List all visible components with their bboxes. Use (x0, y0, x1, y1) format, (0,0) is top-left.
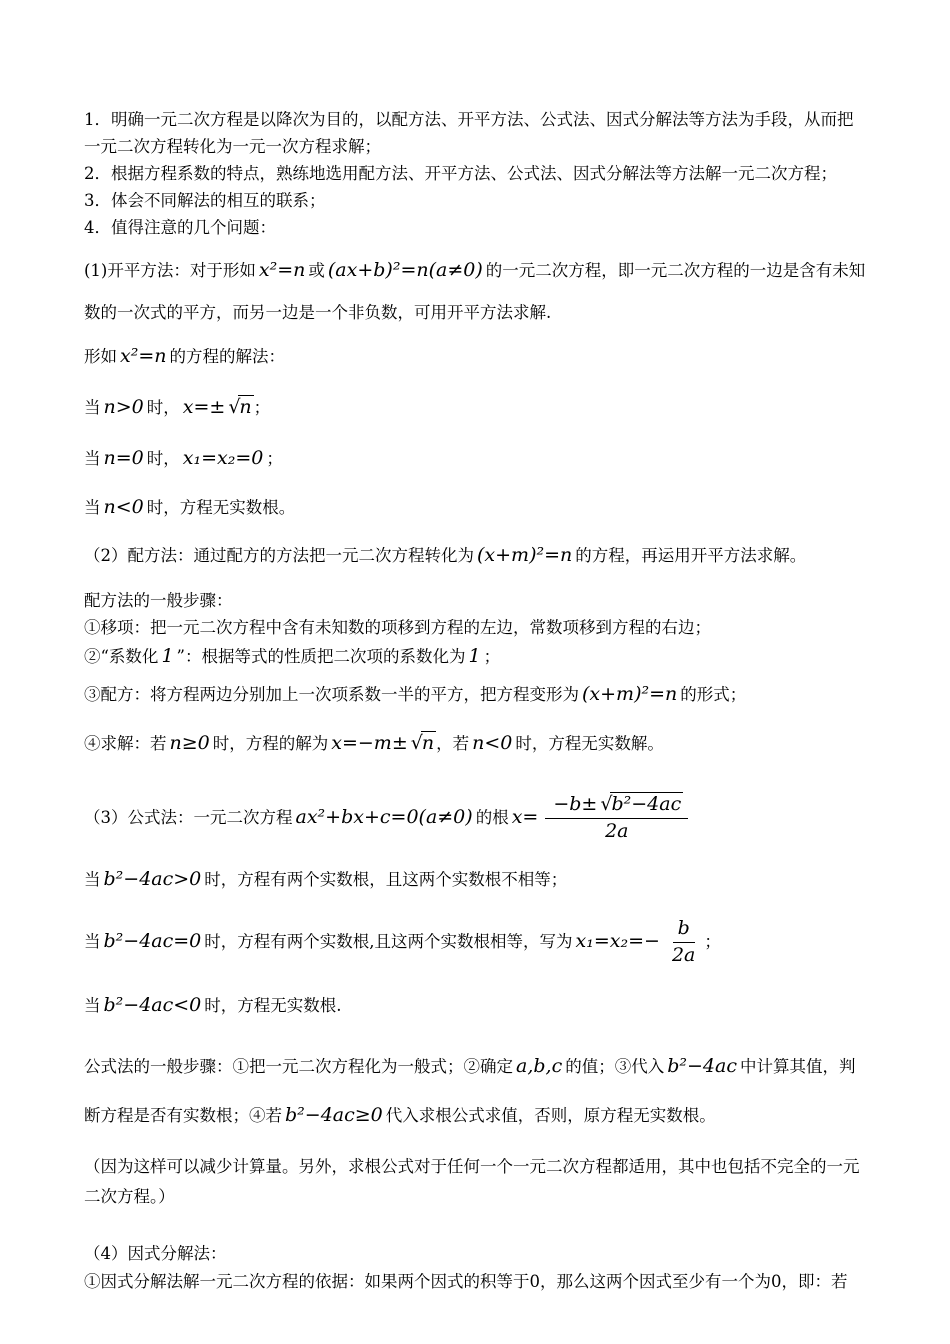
text-run: 时，方程有两个实数根，且这两个实数根不相等； (204, 870, 568, 889)
step-1-move-terms: ①移项：把一元二次方程中含有未知数的项移到方程的左边，常数项移到方程的右边； (84, 618, 711, 637)
case-n-negative (84, 489, 868, 526)
factoring-basis: ①因式分解法解一元二次方程的依据：如果两个因式的积等于0，那么这两个因式至少有一个为0，即：若 (84, 1272, 848, 1291)
radical-sign: √ (228, 396, 241, 418)
text-run: 时，方程无实数根. (204, 996, 342, 1015)
math-inline: (x+m)²=n (477, 544, 573, 566)
radical-sign: √ (600, 793, 613, 816)
text-run: ； (704, 932, 721, 951)
text-run: 的形式； (680, 685, 747, 704)
math-inline: x=± (182, 396, 226, 418)
radicand: n (421, 732, 435, 754)
sqrt-form-line (84, 338, 868, 375)
math-inline: 1 (161, 645, 174, 667)
math-inline: b²−4ac=0 (103, 930, 202, 952)
text-run: 的值；③代入 (565, 1057, 665, 1076)
math-inline: n>0 (103, 396, 144, 418)
text-run: ； (253, 398, 271, 417)
math-inline: n<0 (472, 732, 513, 754)
math-inline: x²=n (258, 259, 306, 281)
text-run: 当 (84, 932, 101, 951)
method-factoring-title: （4）因式分解法： (84, 1244, 227, 1263)
case-n-positive (84, 389, 868, 426)
text-run: 时，方程的解为 (212, 734, 329, 753)
quadratic-formula-fraction (545, 793, 688, 844)
text-run: ； (266, 449, 283, 468)
math-inline: (ax+b)²=n(a≠0) (327, 259, 483, 281)
text-run: 公式法的一般步骤：①把一元二次方程化为一般式；②确定 (84, 1057, 513, 1076)
fraction-numerator: b (673, 917, 695, 943)
method-sqrt-intro (84, 249, 868, 334)
text-run: ②“系数化 (84, 647, 159, 666)
text-run: 时，方程有两个实数根,且这两个实数根相等，写为 (204, 932, 573, 951)
completing-square-steps-title: 配方法的一般步骤： (84, 591, 233, 610)
text-run: 的方程的解法： (169, 347, 285, 366)
math-inline: b²−4ac<0 (103, 994, 202, 1016)
fraction-numerator (545, 793, 688, 819)
text-run: 当 (84, 996, 101, 1015)
case-discriminant-zero (84, 914, 868, 969)
math-inline: 1 (468, 645, 481, 667)
text-run: 的方程，再运用开平方法求解。 (575, 546, 807, 565)
sqrt-expression (228, 398, 253, 417)
text-run: 时，方程无实数根。 (146, 498, 296, 517)
math-inline: −b± (553, 793, 598, 816)
case-discriminant-negative (84, 983, 868, 1028)
text-run: 时， (146, 449, 180, 468)
text-run: 当 (84, 870, 101, 889)
math-inline: b²−4ac≥0 (285, 1104, 383, 1126)
case-discriminant-positive (84, 859, 868, 900)
equal-roots-fraction (667, 917, 700, 968)
math-inline: n=0 (103, 447, 144, 469)
sqrt-expression (411, 734, 436, 753)
text-run: 的根 (475, 808, 509, 827)
text-run: 当 (84, 398, 101, 417)
text-run: 形如 (84, 347, 117, 366)
text-run: 时，方程无实数解。 (515, 734, 664, 753)
text-run: ； (483, 647, 501, 666)
text-run: ，若 (436, 734, 470, 753)
fraction-denominator: 2a (671, 944, 696, 966)
text-run: 当 (84, 449, 101, 468)
math-inline: x=−m± (331, 732, 408, 754)
point-4: 4．值得注意的几个问题： (84, 218, 276, 237)
radicand: n (239, 396, 252, 418)
case-n-zero (84, 440, 868, 477)
point-3: 3．体会不同解法的相互的联系； (84, 191, 326, 210)
step-4-solve (84, 723, 868, 764)
math-inline: b²−4ac (667, 1055, 737, 1077)
fraction-denominator: 2a (605, 820, 629, 842)
text-run: 的一元二次方程，即一元二次方程的一边是含有未知数的一次式的平方，而另一边是一个非负数，可用开平方法求解. (84, 261, 866, 322)
point-1: 1．明确一元二次方程是以降次为目的，以配方法、开平方法、公式法、因式分解法等方法为手段，从而把一元二次方程转化为一元一次方程求解； (84, 110, 854, 156)
math-inline: x₁=x₂=− (575, 930, 660, 952)
text-run: （2）配方法：通过配方的方法把一元二次方程转化为 (84, 546, 474, 565)
math-inline: n≥0 (169, 732, 210, 754)
formula-method-note: （因为这样可以减少计算量。另外，求根公式对于任何一个一元二次方程都适用，其中也包括不完全的一元二次方程。） (84, 1157, 860, 1206)
math-inline: (x+m)²=n (582, 683, 678, 705)
math-inline: x= (511, 806, 539, 828)
radicand: b²−4ac (611, 793, 682, 816)
radical-sign: √ (410, 732, 423, 754)
math-inline: x₁=x₂=0 (182, 447, 264, 469)
text-run: ③配方：将方程两边分别加上一次项系数一半的平方，把方程变形为 (84, 685, 579, 704)
method-quadratic-formula-intro (84, 788, 868, 847)
text-run: 当 (84, 498, 101, 517)
math-inline: b²−4ac>0 (103, 868, 202, 890)
sqrt-expression (600, 793, 683, 817)
text-run: 代入求根公式求值，否则，原方程无实数根。 (385, 1106, 716, 1125)
formula-method-steps (84, 1042, 868, 1140)
text-run: ④求解：若 (84, 734, 167, 753)
text-run: （3）公式法：一元二次方程 (84, 808, 293, 827)
math-inline: n<0 (103, 496, 144, 518)
math-inline: a,b,c (516, 1055, 563, 1077)
math-inline: ax²+bx+c=0(a≠0) (295, 806, 473, 828)
step-3-complete-square (84, 674, 868, 715)
text-run: (1)开平方法：对于形如 (84, 261, 256, 280)
point-2: 2．根据方程系数的特点，熟练地选用配方法、开平方法、公式法、因式分解法等方法解一元二次方程； (84, 164, 837, 183)
text-run: 时， (146, 398, 180, 417)
math-inline: x²=n (120, 345, 167, 367)
text-run: 或 (308, 261, 325, 280)
text-run: 中计算其值，判断方程是否有实数根；④若 (84, 1057, 856, 1125)
step-2-normalize-coefficient (84, 641, 868, 672)
method-completing-square-intro (84, 534, 868, 577)
text-run: ”：根据等式的性质把二次项的系数化为 (176, 647, 466, 666)
